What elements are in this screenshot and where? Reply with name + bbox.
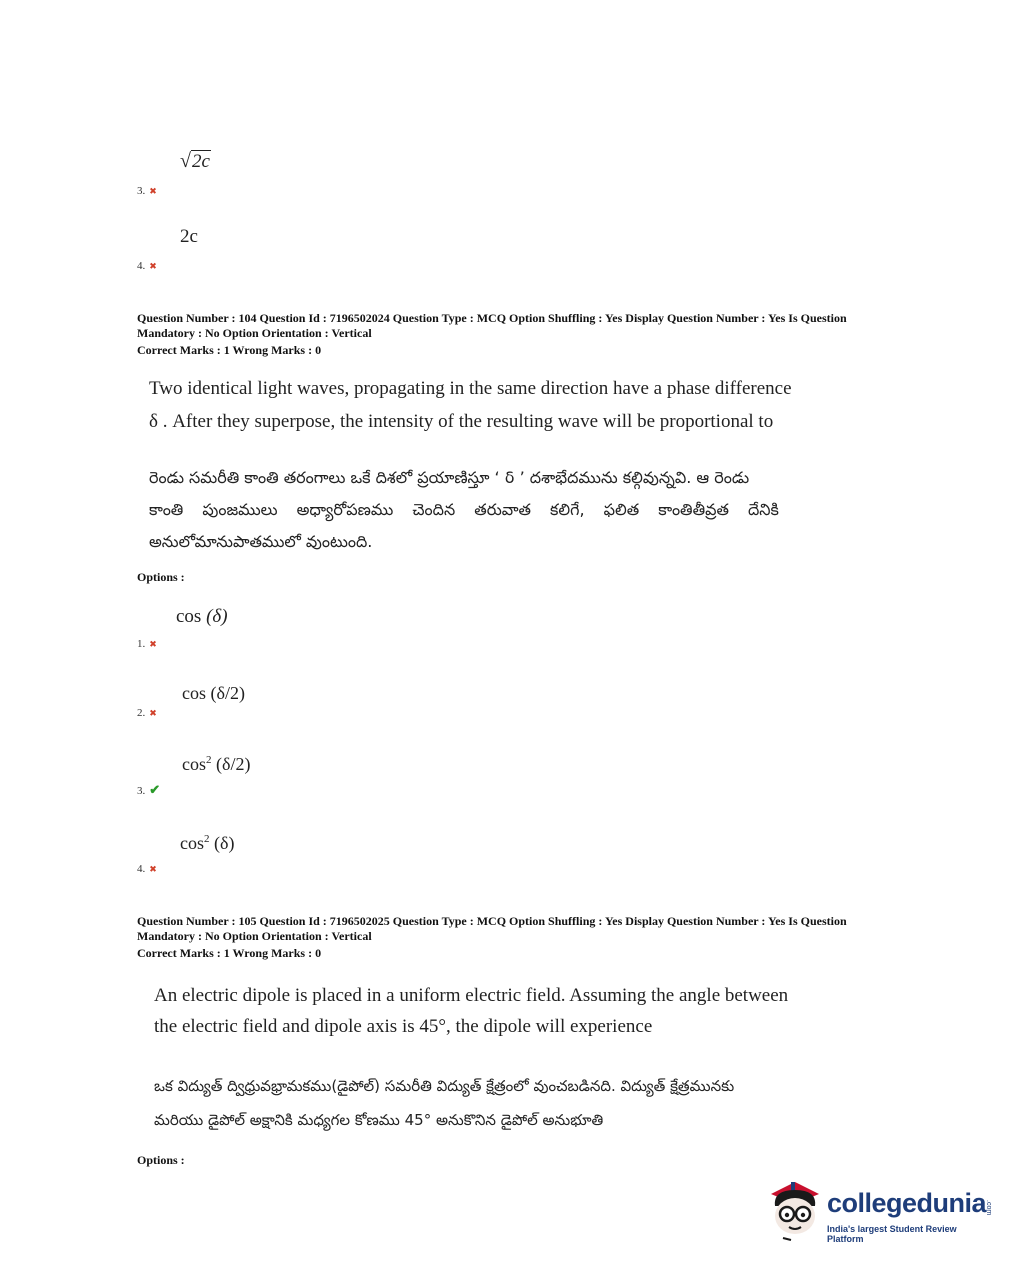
option-number: 4.	[137, 260, 146, 272]
q104-telugu-text	[149, 462, 809, 558]
logo-tagline: India's largest Student Review Platform	[827, 1224, 957, 1244]
q104-option-3-label	[137, 781, 160, 799]
q105-options-label: Options :	[137, 1153, 185, 1167]
q105-telugu-line1: ఒక విద్యుత్ ద్విధ్రువభ్రామకము(డైపోల్) సమరీతి విద్యుత్ క్షేత్రంలో వుంచబడినది. విద్యుత్ క్షేత్రమునకు	[154, 1077, 735, 1095]
q105-meta	[137, 914, 897, 961]
q105-meta-line2: Mandatory : No Option Orientation : Vertical	[137, 929, 372, 943]
q104-meta-line1: Question Number : 104 Question Id : 7196502024 Question Type : MCQ Option Shuffling : Yes Display Question Number : Yes Is Question	[137, 311, 847, 325]
q104-option-2-label	[137, 703, 157, 721]
option-number: 2.	[137, 707, 146, 719]
q104-english-text	[149, 372, 792, 438]
wrong-mark-icon: ✖	[149, 186, 157, 196]
q104-english-line2: δ . After they superpose, the intensity of the resulting wave will be proportional to	[149, 411, 774, 432]
q104-meta	[137, 311, 897, 358]
q104-meta-line2: Mandatory : No Option Orientation : Vertical	[137, 326, 372, 340]
wrong-mark-icon: ✖	[149, 864, 157, 874]
collegedunia-logo	[765, 1176, 995, 1246]
option-number: 4.	[137, 863, 146, 875]
q104-english-line1: Two identical light waves, propagating in the same direction have a phase difference	[149, 378, 792, 399]
q104-meta-line3: Correct Marks : 1 Wrong Marks : 0	[137, 343, 322, 357]
q105-english-line2: the electric field and dipole axis is 45°, the dipole will experience	[154, 1016, 653, 1037]
prev-option-3-text: 2c	[191, 151, 210, 172]
q104-options-label: Options :	[137, 570, 185, 584]
logo-suffix: .com	[985, 1200, 992, 1216]
mascot-icon	[765, 1176, 825, 1244]
q104-option-3-math: $\cos^2 (\delta/2)$	[182, 754, 251, 774]
wrong-mark-icon: ✖	[149, 261, 157, 271]
q105-telugu-line2: మరియు డైపోల్ అక్షానికి మధ్యగల కోణము 45° అనుకొనిన డైపోల్ అనుభూతి	[154, 1111, 604, 1129]
q105-english-text	[154, 980, 788, 1042]
q104-option-1-label	[137, 634, 157, 652]
q105-meta-line3: Correct Marks : 1 Wrong Marks : 0	[137, 946, 322, 960]
logo-wordmark: collegedunia	[827, 1188, 987, 1218]
option-number: 3.	[137, 785, 146, 797]
prev-option-3-math	[180, 150, 211, 173]
q105-meta-line1: Question Number : 105 Question Id : 7196502025 Question Type : MCQ Option Shuffling : Yes Display Question Number : Yes Is Question	[137, 914, 847, 928]
wrong-mark-icon: ✖	[149, 708, 157, 718]
q104-telugu-line1: రెండు సమరీతి కాంతి తరంగాలు ఒకే దిశలో ప్రయాణిస్తూ ‘ δ ’ దశాభేదమును కల్గివున్నవి. ఆ రెండు	[149, 468, 750, 487]
q104-option-1-math: cos (δ)	[176, 606, 228, 627]
q105-telugu-text	[154, 1069, 814, 1137]
q104-option-4-label	[137, 859, 157, 877]
q104-option-2-math: cos (δ/2)	[182, 683, 245, 703]
wrong-mark-icon: ✖	[149, 639, 157, 649]
prev-option-4-math: 2c	[180, 226, 198, 247]
option-number: 3.	[137, 185, 146, 197]
prev-option-4-label	[137, 256, 157, 274]
q105-english-line1: An electric dipole is placed in a uniform electric field. Assuming the angle between	[154, 985, 789, 1006]
q104-telugu-line2: కాంతి పుంజములు అధ్యారోపణము చెందిన తరువాత కలిగే, ఫలిత కాంతితీవ్రత దేనికి	[149, 500, 779, 519]
prev-option-3-label	[137, 181, 157, 199]
correct-mark-icon: ✔	[149, 782, 161, 797]
sqrt-expression: √2c	[180, 150, 210, 172]
option-number: 1.	[137, 638, 146, 650]
q104-option-4-math: $\cos^2 (\delta)$	[180, 833, 235, 853]
q104-telugu-line3: అనులోమానుపాతములో వుంటుంది.	[149, 532, 373, 551]
